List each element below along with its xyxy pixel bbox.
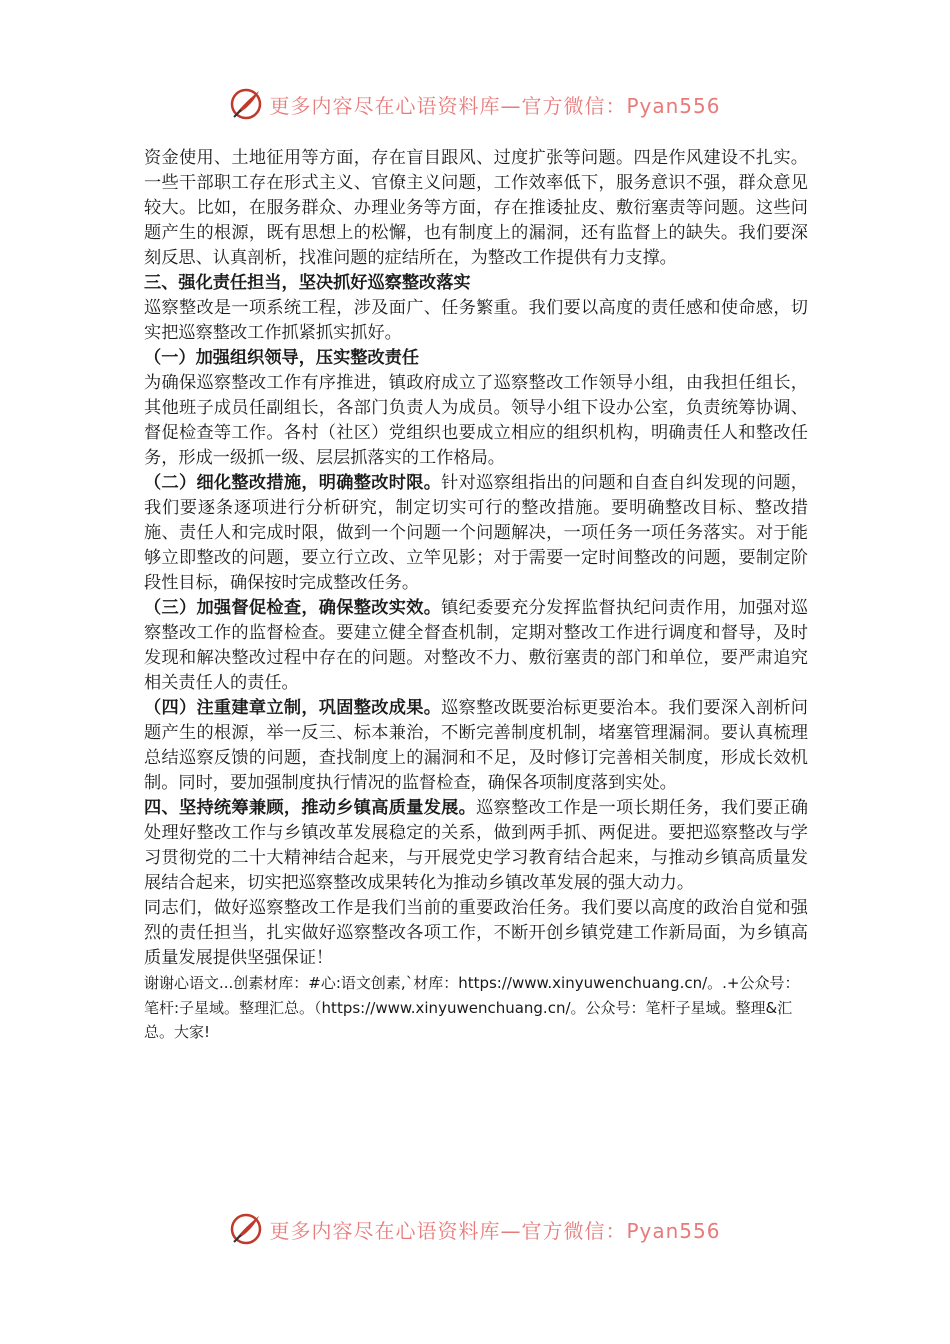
section-4-title: 四、坚持统筹兼顾，推动乡镇高质量发展。 [144,798,477,818]
subsection-3 [144,596,808,696]
subsection-2-text: 针对巡察组指出的问题和自查自纠发现的问题，我们要逐条逐项进行分析研究，制定切实可行的整改措施。要明确整改目标、整改措施、责任人和完成时限，做到一个问题一个问题解决，一项任务一项任务落实。对于能够立即整改的问题，要立行立改、立竿见影；对于需要一定时间整改的问题，要制定阶段性目标，确保按时完成整改任务。 [144,473,808,593]
header-banner [0,84,950,124]
subsection-1-text: 为确保巡察整改工作有序推进，镇政府成立了巡察整改工作领导小组，由我担任组长，其他班子成员任副组长，各部门负责人为成员。领导小组下设办公室，负责统筹协调、督促检查等工作。各村（社区）党组织也要成立相应的组织机构，明确责任人和整改任务，形成一级抓一级、层层抓落实的工作格局。 [144,373,808,468]
paragraph-2: 巡察整改是一项系统工程，涉及面广、任务繁重。我们要以高度的责任感和使命感，切实把巡察整改工作抓紧抓实抓好。 [144,298,808,343]
subsection-2 [144,471,808,596]
subsection-3-title: （三）加强督促检查，确保整改实效。 [144,598,442,618]
section-heading-3: 三、强化责任担当，坚决抓好巡察整改落实 [144,273,471,293]
closing-paragraph: 同志们，做好巡察整改工作是我们当前的重要政治任务。我们要以高度的政治自觉和强烈的责任担当，扎实做好巡察整改各项工作，不断开创乡镇党建工作新局面，为乡镇高质量发展提供坚强保证！ [144,898,808,968]
footer-banner [0,1209,950,1249]
document-body [144,146,808,1045]
subsection-4-text: 巡察整改既要治标更要治本。我们要深入剖析问题产生的根源，举一反三、标本兼治，不断完善制度机制，堵塞管理漏洞。要认真梳理总结巡察反馈的问题，查找制度上的漏洞和不足，及时修订完善相关制度，形成长效机制。同时，要加强制度执行情况的监督检查，确保各项制度落到实处。 [144,698,808,793]
section-4 [144,796,808,896]
quill-logo-icon [229,87,263,121]
section-4-text: 巡察整改工作是一项长期任务，我们要正确处理好整改工作与乡镇改革发展稳定的关系，做到两手抓、两促进。要把巡察整改与学习贯彻党的二十大精神结合起来，与开展党史学习教育结合起来，与推动乡镇高质量发展结合起来，切实把巡察整改成果转化为推动乡镇改革发展的强大动力。 [144,798,808,893]
credit-note: 谢谢心语文...创素材库：#心:语文创素,`材库：https://www.xinyuwenchuang.cn/。.+公众号：笔杆:子星域。整理汇总。（https://www.xinyuwenchuang.cn/。公众号：笔杆子星域。整理&汇总。大家! [144,974,800,1041]
subsection-4-title: （四）注重建章立制，巩固整改成果。 [144,698,442,718]
subsection-1-title: （一）加强组织领导，压实整改责任 [144,348,420,368]
subsection-4 [144,696,808,796]
header-banner-text: 更多内容尽在心语资料库—官方微信：Pyan556 [269,93,721,118]
subsection-3-text: 镇纪委要充分发挥监督执纪问责作用，加强对巡察整改工作的监督检查。要建立健全督查机制，定期对整改工作进行调度和督导，及时发现和解决整改过程中存在的问题。对整改不力、敷衍塞责的部门和单位，要严肃追究相关责任人的责任。 [144,598,808,693]
footer-banner-text: 更多内容尽在心语资料库—官方微信：Pyan556 [269,1218,721,1243]
paragraph-1: 资金使用、土地征用等方面，存在盲目跟风、过度扩张等问题。四是作风建设不扎实。一些干部职工存在形式主义、官僚主义问题，工作效率低下，服务意识不强，群众意见较大。比如，在服务群众、办理业务等方面，存在推诿扯皮、敷衍塞责等问题。这些问题产生的根源，既有思想上的松懈，也有制度上的漏洞，还有监督上的缺失。我们要深刻反思、认真剖析，找准问题的症结所在，为整改工作提供有力支撑。 [144,148,808,268]
subsection-2-title: （二）细化整改措施，明确整改时限。 [144,473,442,493]
quill-logo-icon [229,1212,263,1246]
